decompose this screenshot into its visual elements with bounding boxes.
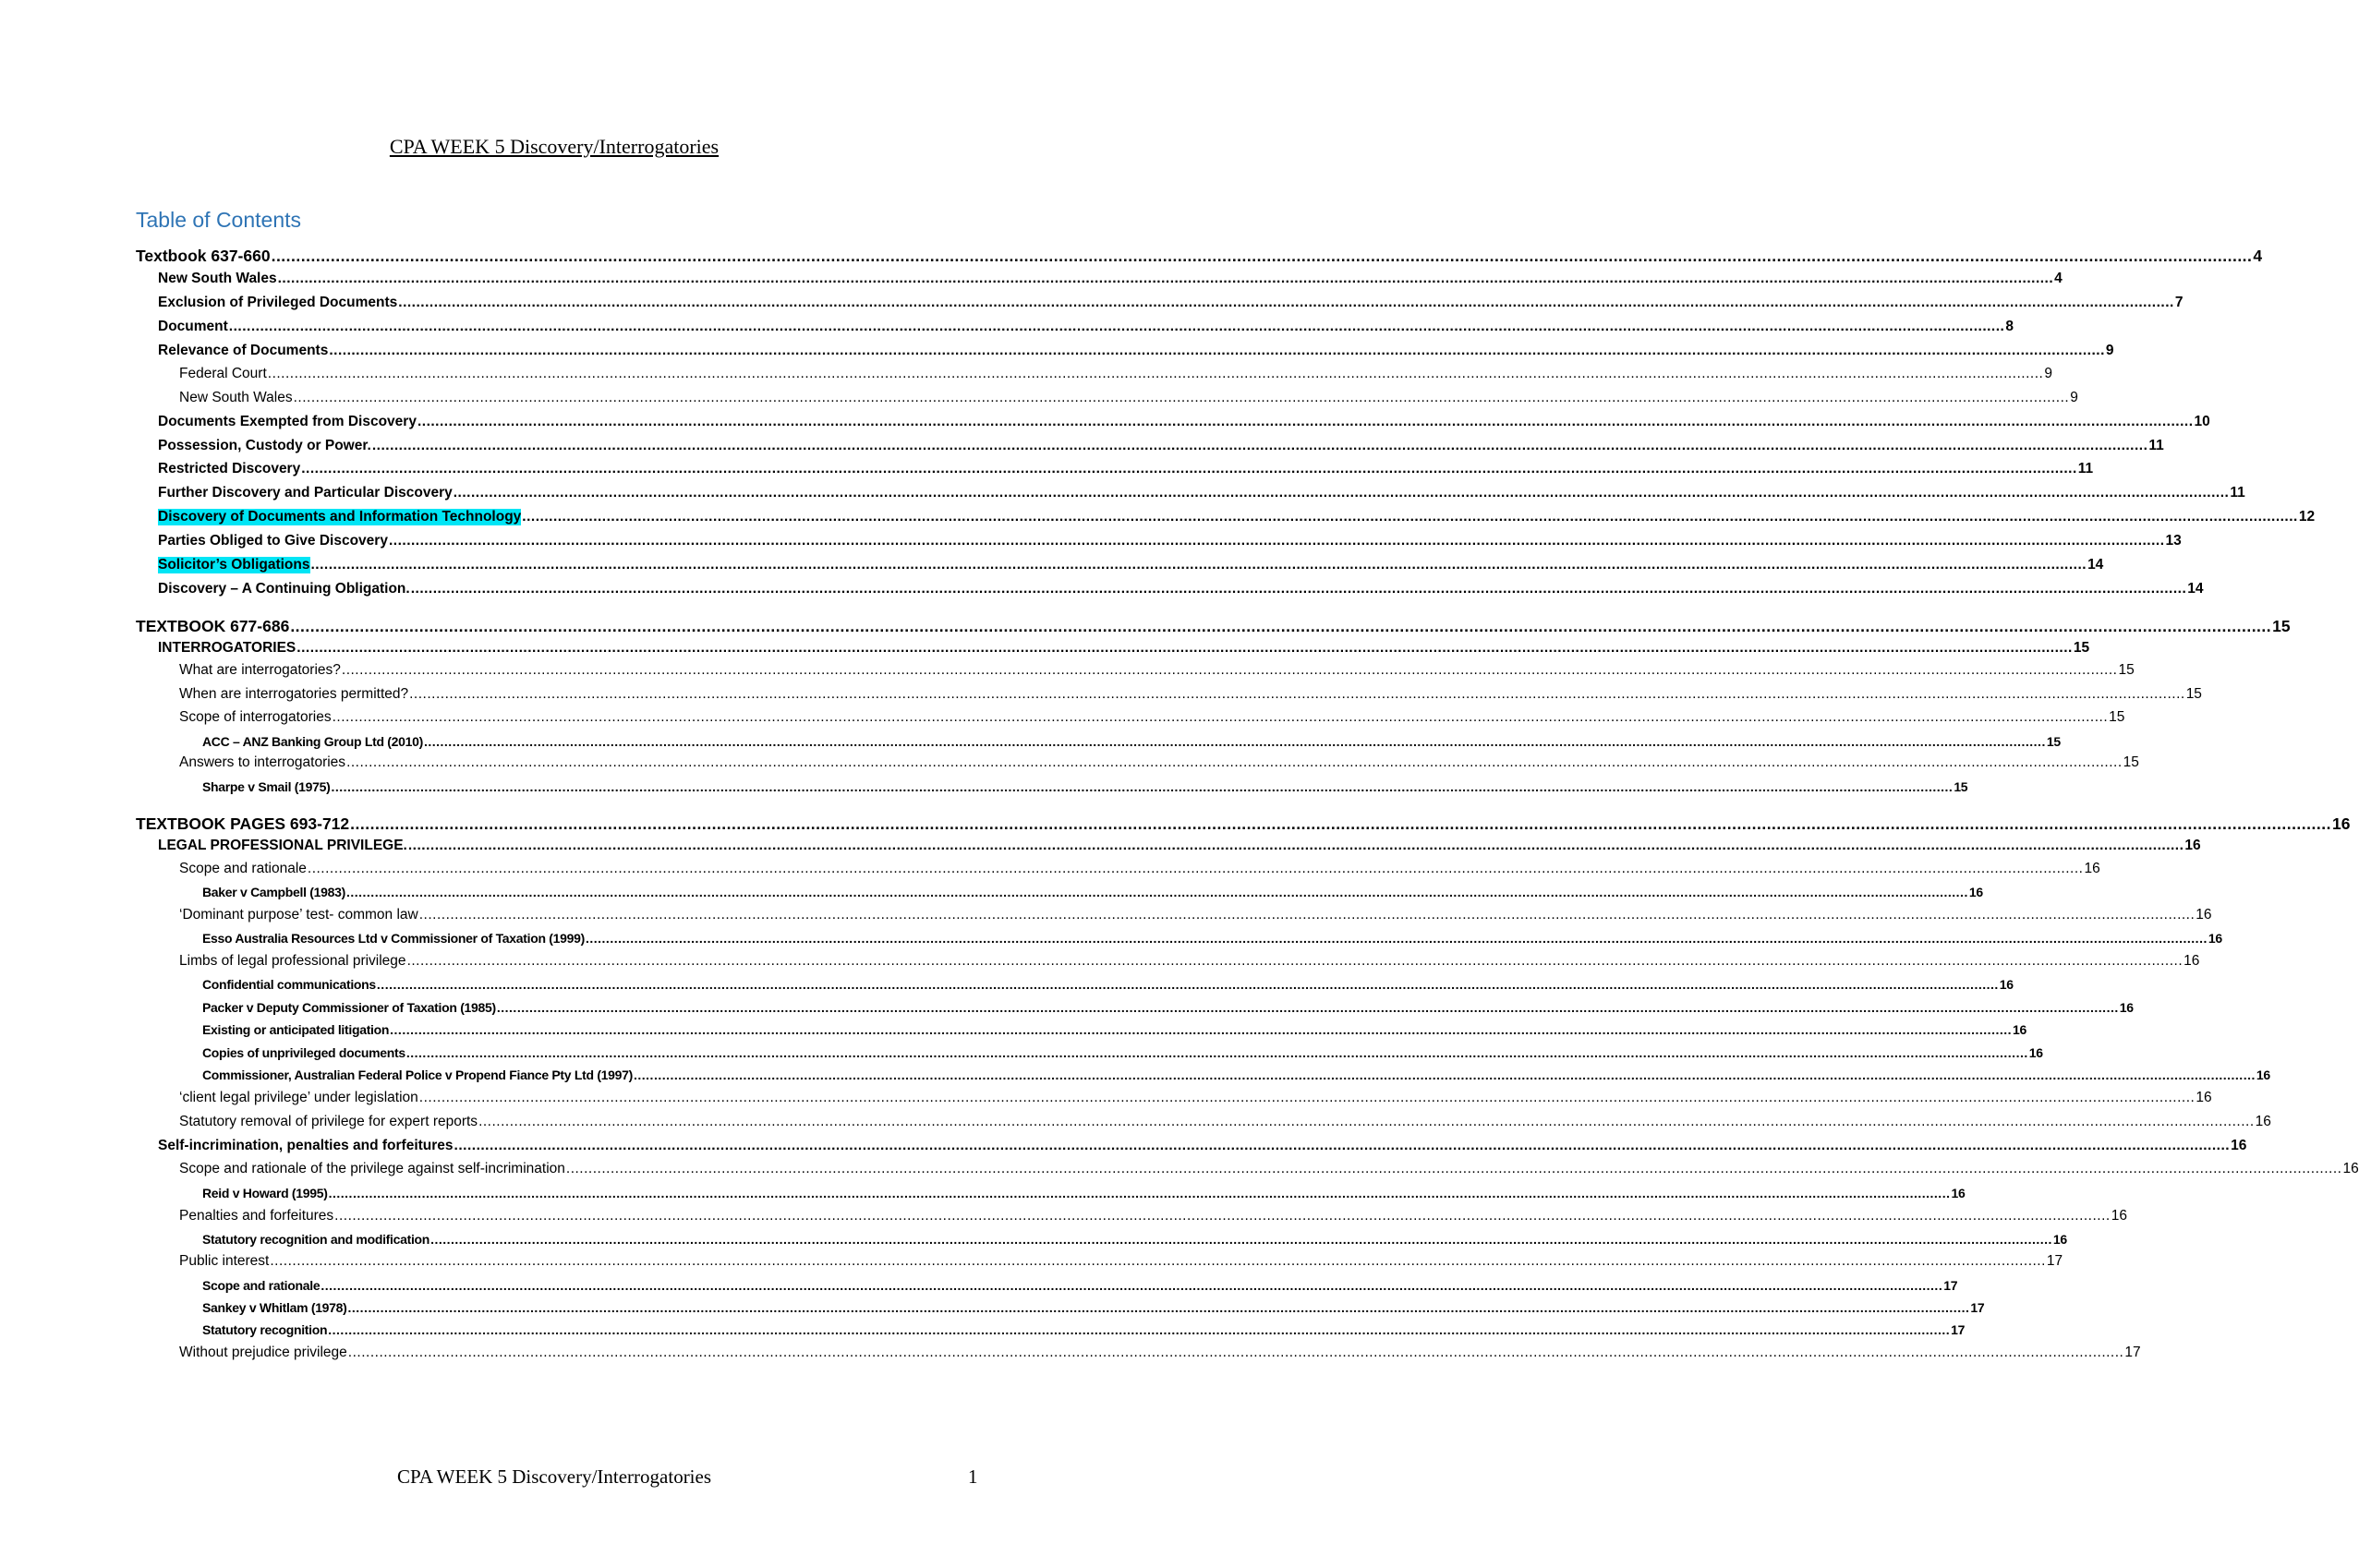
toc-dot-leader: ................................................................................................................................................................................................................................................................................................................................................................................................................: [290, 617, 2272, 635]
toc-entry[interactable]: [179, 384, 2078, 406]
toc-entry-page: 16: [2256, 1067, 2270, 1082]
toc-entry-label: Commissioner, Australian Federal Police v Propend Fiance Pty Ltd (1997): [202, 1067, 633, 1082]
toc-entry-label: Esso Australia Resources Ltd v Commissioner of Taxation (1999): [202, 931, 585, 946]
toc-dot-leader: ................................................................................................................................................................................................................................................................................................................................................................................................................: [270, 1253, 2046, 1269]
toc-entry-label: TEXTBOOK 677-686: [136, 617, 290, 635]
toc-entry-label: Sharpe v Smail (1975): [202, 779, 331, 794]
toc-entry-page: 15: [2073, 640, 2090, 656]
toc-entry-page: 11: [2230, 485, 2245, 501]
toc-entry[interactable]: [158, 503, 2316, 525]
toc-entry-page: 16: [2255, 1114, 2271, 1129]
toc-entry-page: 15: [2185, 686, 2202, 702]
toc-dot-leader: ................................................................................................................................................................................................................................................................................................................................................................................................................: [478, 1114, 2255, 1129]
toc-entry-page: 12: [2298, 509, 2316, 525]
toc-entry-label: New South Wales: [179, 390, 293, 405]
toc-dot-leader: ................................................................................................................................................................................................................................................................................................................................................................................................................: [347, 1300, 1970, 1315]
toc-dot-leader: ................................................................................................................................................................................................................................................................................................................................................................................................................: [406, 953, 2184, 969]
toc-entry-label: When are interrogatories permitted?: [179, 686, 409, 702]
toc-entry[interactable]: [158, 551, 2104, 573]
toc-entry[interactable]: [179, 855, 2100, 877]
toc-entry-page: 9: [2105, 343, 2114, 358]
toc-entry-page: 16: [2184, 953, 2200, 969]
toc-entry-page: 16: [2196, 907, 2212, 923]
toc-entry[interactable]: [202, 970, 2014, 992]
toc-entry-page: 16: [2084, 861, 2100, 876]
toc-entry-page: 16: [2184, 838, 2201, 853]
toc-entry[interactable]: [202, 1271, 1958, 1293]
toc-entry-page: 14: [2087, 557, 2104, 573]
toc-dot-leader: ................................................................................................................................................................................................................................................................................................................................................................................................................: [332, 709, 2109, 725]
toc-dot-leader: ................................................................................................................................................................................................................................................................................................................................................................................................................: [423, 734, 2046, 749]
toc-dot-leader: ................................................................................................................................................................................................................................................................................................................................................................................................................: [271, 247, 2253, 265]
toc-entry-page: 17: [2046, 1253, 2063, 1269]
toc-entry[interactable]: [158, 479, 2245, 501]
toc-entry-label: TEXTBOOK PAGES 693-712: [136, 814, 350, 833]
toc-dot-leader: ................................................................................................................................................................................................................................................................................................................................................................................................................: [407, 838, 2184, 853]
toc-entry-label: ‘client legal privilege’ under legislation: [179, 1090, 418, 1105]
toc-dot-leader: ................................................................................................................................................................................................................................................................................................................................................................................................................: [418, 1090, 2196, 1105]
toc-entry[interactable]: [136, 610, 2291, 636]
toc-entry-label: INTERROGATORIES: [158, 640, 296, 656]
toc-dot-leader: ................................................................................................................................................................................................................................................................................................................................................................................................................: [321, 1278, 1943, 1293]
toc-entry[interactable]: [179, 749, 2139, 771]
toc-entry-label: Document: [158, 319, 228, 334]
toc-entry-page: 7: [2174, 295, 2184, 310]
toc-entry-page: 16: [2013, 1022, 2026, 1037]
toc-entry-page: 4: [2054, 271, 2063, 286]
toc-entry-label: Relevance of Documents: [158, 343, 329, 358]
toc-entry[interactable]: [179, 360, 2052, 382]
toc-entry-label: Copies of unprivileged documents: [202, 1045, 405, 1060]
toc-entry[interactable]: [158, 313, 2014, 335]
toc-entry[interactable]: [202, 1015, 2026, 1037]
toc-entry-page: 15: [2272, 617, 2291, 635]
toc-entry-page: 9: [2070, 390, 2078, 405]
toc-entry-page: 17: [1970, 1300, 1985, 1315]
toc-entry-page: 17: [1943, 1278, 1958, 1293]
toc-entry-label: Confidential communications: [202, 977, 376, 992]
toc-entry-label: ACC – ANZ Banking Group Ltd (2010): [202, 734, 423, 749]
toc-entry-page: 16: [2342, 1161, 2359, 1176]
toc-entry-label: Parties Obliged to Give Discovery: [158, 533, 388, 549]
toc-entry-label: Solicitor’s Obligations: [158, 557, 310, 573]
toc-entry[interactable]: [202, 727, 2061, 749]
toc-entry-label: Scope and rationale: [179, 861, 307, 876]
toc-entry-label: Existing or anticipated litigation: [202, 1022, 390, 1037]
toc-entry[interactable]: [136, 808, 2351, 834]
toc-entry-label: Scope of interrogatories: [179, 709, 332, 725]
toc-entry-label: Discovery of Documents and Information Technology: [158, 509, 522, 525]
toc-entry[interactable]: [202, 772, 1968, 794]
toc-entry[interactable]: [202, 923, 2222, 946]
toc-dot-leader: ................................................................................................................................................................................................................................................................................................................................................................................................................: [376, 977, 1999, 992]
toc-entry-label: Self-incrimination, penalties and forfeitures: [158, 1138, 454, 1153]
toc-entry[interactable]: [202, 1038, 2043, 1060]
toc-dot-leader: ................................................................................................................................................................................................................................................................................................................................................................................................................: [634, 1067, 2256, 1082]
toc-dot-leader: ................................................................................................................................................................................................................................................................................................................................................................................................................: [331, 779, 1954, 794]
toc-dot-leader: ................................................................................................................................................................................................................................................................................................................................................................................................................: [409, 686, 2185, 702]
toc-entry-page: 8: [2005, 319, 2014, 334]
toc-dot-leader: ................................................................................................................................................................................................................................................................................................................................................................................................................: [350, 814, 2331, 833]
toc-entry-page: 16: [1999, 977, 2014, 992]
toc-entry[interactable]: [158, 634, 2090, 657]
toc-entry-label: Statutory recognition: [202, 1322, 328, 1337]
toc-entry-label: Packer v Deputy Commissioner of Taxation (1985): [202, 1000, 496, 1015]
footer-title: CPA WEEK 5 Discovery/Interrogatories: [396, 1465, 712, 1488]
toc-entry-label: Sankey v Whitlam (1978): [202, 1300, 347, 1315]
toc-dot-leader: ................................................................................................................................................................................................................................................................................................................................................................................................................: [371, 438, 2148, 453]
toc-entry-page: 16: [2231, 1138, 2247, 1153]
toc-entry[interactable]: [202, 1224, 2067, 1247]
toc-entry-page: 16: [2052, 1232, 2067, 1247]
toc-entry-label: Restricted Discovery: [158, 461, 301, 476]
toc-dot-leader: ................................................................................................................................................................................................................................................................................................................................................................................................................: [277, 271, 2054, 286]
toc-entry-label: Public interest: [179, 1253, 270, 1269]
toc-dot-leader: ................................................................................................................................................................................................................................................................................................................................................................................................................: [310, 557, 2087, 573]
toc-entry-label: Scope and rationale of the privilege against self-incrimination: [179, 1161, 565, 1176]
toc-entry-page: 15: [2118, 662, 2135, 678]
toc-entry-label: Further Discovery and Particular Discovery: [158, 485, 453, 501]
toc-entry[interactable]: [179, 1248, 2063, 1270]
toc-entry-label: ‘Dominant purpose’ test- common law: [179, 907, 418, 923]
toc-dot-leader: ................................................................................................................................................................................................................................................................................................................................................................................................................: [430, 1232, 2052, 1247]
toc-dot-leader: ................................................................................................................................................................................................................................................................................................................................................................................................................: [307, 861, 2084, 876]
toc-entry-label: Federal Court: [179, 366, 267, 381]
toc-dot-leader: ................................................................................................................................................................................................................................................................................................................................................................................................................: [585, 931, 2208, 946]
toc-entry[interactable]: [179, 1155, 2359, 1177]
toc-entry[interactable]: [179, 1339, 2141, 1361]
toc-entry-label: Discovery – A Continuing Obligation.: [158, 581, 410, 597]
toc-entry-page: 17: [2124, 1345, 2141, 1360]
toc-entry-page: 16: [1968, 885, 1983, 899]
toc-entry-page: 16: [2028, 1045, 2043, 1060]
toc-dot-leader: ................................................................................................................................................................................................................................................................................................................................................................................................................: [329, 343, 2105, 358]
toc-entry[interactable]: [158, 455, 2094, 477]
toc-dot-leader: ................................................................................................................................................................................................................................................................................................................................................................................................................: [453, 485, 2230, 501]
toc-entry[interactable]: [179, 681, 2202, 703]
toc-dot-leader: ................................................................................................................................................................................................................................................................................................................................................................................................................: [267, 366, 2044, 381]
toc-entry[interactable]: [202, 1060, 2270, 1082]
toc-entry[interactable]: [179, 1202, 2127, 1224]
toc-entry-page: 11: [2148, 438, 2164, 453]
toc-dot-leader: ................................................................................................................................................................................................................................................................................................................................................................................................................: [345, 885, 1968, 899]
toc-entry-page: 10: [2194, 414, 2210, 429]
toc-entry-label: Possession, Custody or Power.: [158, 438, 371, 453]
toc-dot-leader: ................................................................................................................................................................................................................................................................................................................................................................................................................: [398, 295, 2174, 310]
toc-entry[interactable]: [179, 1084, 2212, 1106]
toc-dot-leader: ................................................................................................................................................................................................................................................................................................................................................................................................................: [328, 1186, 1951, 1200]
toc-entry[interactable]: [179, 1108, 2271, 1130]
toc-entry-label: Statutory recognition and modification: [202, 1232, 430, 1247]
toc-dot-leader: ................................................................................................................................................................................................................................................................................................................................................................................................................: [565, 1161, 2342, 1176]
toc-entry[interactable]: [179, 704, 2125, 726]
toc-dot-leader: ................................................................................................................................................................................................................................................................................................................................................................................................................: [390, 1022, 2013, 1037]
toc-entry-label: Answers to interrogatories: [179, 754, 346, 770]
toc-dot-leader: ................................................................................................................................................................................................................................................................................................................................................................................................................: [334, 1208, 2111, 1224]
toc-entry[interactable]: [158, 575, 2204, 597]
toc-dot-leader: ................................................................................................................................................................................................................................................................................................................................................................................................................: [388, 533, 2165, 549]
toc-dot-leader: ................................................................................................................................................................................................................................................................................................................................................................................................................: [346, 754, 2123, 770]
toc-dot-leader: ................................................................................................................................................................................................................................................................................................................................................................................................................: [347, 1345, 2124, 1360]
footer-page-number: 1: [968, 1465, 978, 1488]
toc-entry-label: Baker v Campbell (1983): [202, 885, 345, 899]
toc-entry-page: 16: [2331, 814, 2351, 833]
toc-entry-page: 16: [1951, 1186, 1966, 1200]
toc-entry[interactable]: [202, 1315, 1966, 1337]
toc-entry-page: 13: [2165, 533, 2182, 549]
toc-entry[interactable]: [179, 657, 2135, 679]
toc-entry-label: Textbook 637-660: [136, 247, 271, 265]
toc-entry[interactable]: [179, 947, 2200, 970]
toc-dot-leader: ................................................................................................................................................................................................................................................................................................................................................................................................................: [328, 1322, 1951, 1337]
document-title: CPA WEEK 5 Discovery/Interrogatories: [389, 135, 720, 158]
toc-entry-label: Penalties and forfeitures: [179, 1208, 334, 1224]
toc-entry[interactable]: [158, 432, 2164, 454]
toc-entry[interactable]: [158, 337, 2114, 359]
toc-entry-page: 15: [2123, 754, 2139, 770]
toc-entry[interactable]: [202, 877, 1983, 899]
toc-dot-leader: ................................................................................................................................................................................................................................................................................................................................................................................................................: [454, 1138, 2231, 1153]
toc-entry[interactable]: [179, 901, 2212, 923]
toc-entry[interactable]: [158, 832, 2201, 854]
toc-dot-leader: ................................................................................................................................................................................................................................................................................................................................................................................................................: [405, 1045, 2028, 1060]
toc-entry[interactable]: [202, 1178, 1966, 1200]
toc-dot-leader: ................................................................................................................................................................................................................................................................................................................................................................................................................: [228, 319, 2005, 334]
toc-entry[interactable]: [158, 1132, 2247, 1154]
toc-entry-page: 15: [2109, 709, 2125, 725]
toc-entry[interactable]: [158, 408, 2210, 430]
toc-entry-page: 16: [2119, 1000, 2134, 1015]
toc-entry-label: Documents Exempted from Discovery: [158, 414, 417, 429]
toc-entry-label: New South Wales: [158, 271, 277, 286]
toc-dot-leader: ................................................................................................................................................................................................................................................................................................................................................................................................................: [293, 390, 2070, 405]
toc-dot-leader: ................................................................................................................................................................................................................................................................................................................................................................................................................: [522, 509, 2298, 525]
toc-entry[interactable]: [158, 289, 2184, 311]
toc-entry[interactable]: [202, 1293, 1985, 1315]
toc-heading: Table of Contents: [136, 208, 302, 232]
toc-dot-leader: ................................................................................................................................................................................................................................................................................................................................................................................................................: [296, 640, 2073, 656]
toc-entry[interactable]: [158, 265, 2063, 287]
toc-entry-page: 11: [2077, 461, 2094, 476]
toc-entry-label: Exclusion of Privileged Documents: [158, 295, 398, 310]
toc-entry-label: Reid v Howard (1995): [202, 1186, 328, 1200]
toc-entry-page: 17: [1951, 1322, 1966, 1337]
toc-entry-page: 16: [2208, 931, 2222, 946]
toc-entry-page: 14: [2187, 581, 2204, 597]
toc-entry-page: 4: [2253, 247, 2263, 265]
toc-entry-page: 16: [2111, 1208, 2127, 1224]
toc-entry-page: 16: [2196, 1090, 2212, 1105]
toc-entry[interactable]: [202, 993, 2134, 1015]
toc-dot-leader: ................................................................................................................................................................................................................................................................................................................................................................................................................: [418, 907, 2196, 923]
toc-entry-label: Limbs of legal professional privilege: [179, 953, 406, 969]
toc-entry-page: 9: [2044, 366, 2052, 381]
toc-entry-label: Scope and rationale: [202, 1278, 321, 1293]
toc-entry-label: What are interrogatories?: [179, 662, 341, 678]
toc-dot-leader: ................................................................................................................................................................................................................................................................................................................................................................................................................: [341, 662, 2118, 678]
toc-entry-page: 15: [2046, 734, 2061, 749]
toc-entry-label: Without prejudice privilege: [179, 1345, 347, 1360]
toc-entry-label: Statutory removal of privilege for expert reports: [179, 1114, 478, 1129]
toc-dot-leader: ................................................................................................................................................................................................................................................................................................................................................................................................................: [301, 461, 2077, 476]
toc-entry-page: 15: [1954, 779, 1968, 794]
toc-entry[interactable]: [158, 527, 2182, 549]
toc-entry[interactable]: [136, 240, 2263, 266]
toc-dot-leader: ................................................................................................................................................................................................................................................................................................................................................................................................................: [417, 414, 2194, 429]
toc-dot-leader: ................................................................................................................................................................................................................................................................................................................................................................................................................: [496, 1000, 2119, 1015]
toc-entry-label: LEGAL PROFESSIONAL PRIVILEGE.: [158, 838, 407, 853]
toc-dot-leader: ................................................................................................................................................................................................................................................................................................................................................................................................................: [410, 581, 2187, 597]
